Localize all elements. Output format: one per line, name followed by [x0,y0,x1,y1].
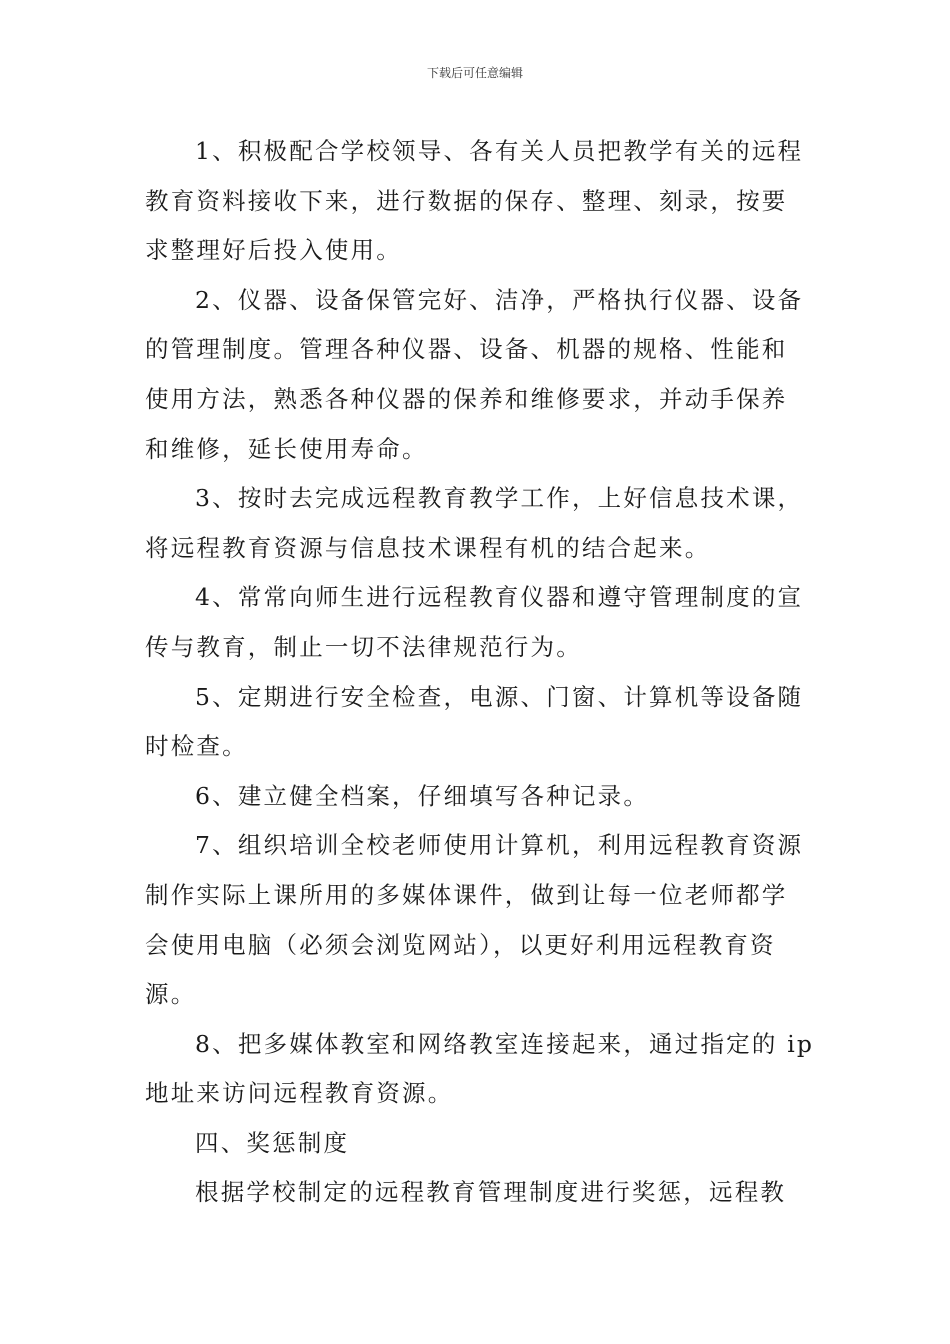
text-line: 4、常常向师生进行远程教育仪器和遵守管理制度的宣 [195,583,804,612]
text-line: 根据学校制定的远程教育管理制度进行奖惩，远程教 [195,1178,787,1207]
text-line: 7、组织培训全校老师使用计算机，利用远程教育资源 [195,831,804,860]
text-line: 2、仪器、设备保管完好、洁净，严格执行仪器、设备 [195,285,804,314]
text-line: 3、按时去完成远程教育教学工作，上好信息技术课， [195,484,804,513]
text-line: 和维修，延长使用寿命。 [145,434,428,463]
text-line: 使用方法，熟悉各种仪器的保养和维修要求，并动手保养 [145,384,788,413]
text-line: 教育资料接收下来，进行数据的保存、整理、刻录，按要 [145,186,788,215]
text-line: 四、奖惩制度 [195,1128,350,1157]
text-line: 5、定期进行安全检查，电源、门窗、计算机等设备随 [195,682,804,711]
text-line: 将远程教育资源与信息技术课程有机的结合起来。 [145,533,711,562]
text-line: 源。 [145,980,197,1009]
document-body [145,127,813,1218]
text-line: 求整理好后投入使用。 [145,236,402,265]
text-line: 传与教育，制止一切不法律规范行为。 [145,632,582,661]
text-line: 的管理制度。管理各种仪器、设备、机器的规格、性能和 [145,335,788,364]
text-line: 时检查。 [145,732,248,761]
text-line: 8、把多媒体教室和网络教室连接起来，通过指定的 ip [195,1029,815,1058]
text-line: 制作实际上课所用的多媒体课件，做到让每一位老师都学 [145,880,788,909]
text-line: 地址来访问远程教育资源。 [145,1079,454,1108]
page-header-note: 下载后可任意编辑 [426,66,523,80]
text-line: 6、建立健全档案，仔细填写各种记录。 [195,781,650,810]
text-line: 会使用电脑（必须会浏览网站），以更好利用远程教育资 [145,930,776,959]
text-line: 1、积极配合学校领导、各有关人员把教学有关的远程 [195,137,804,165]
